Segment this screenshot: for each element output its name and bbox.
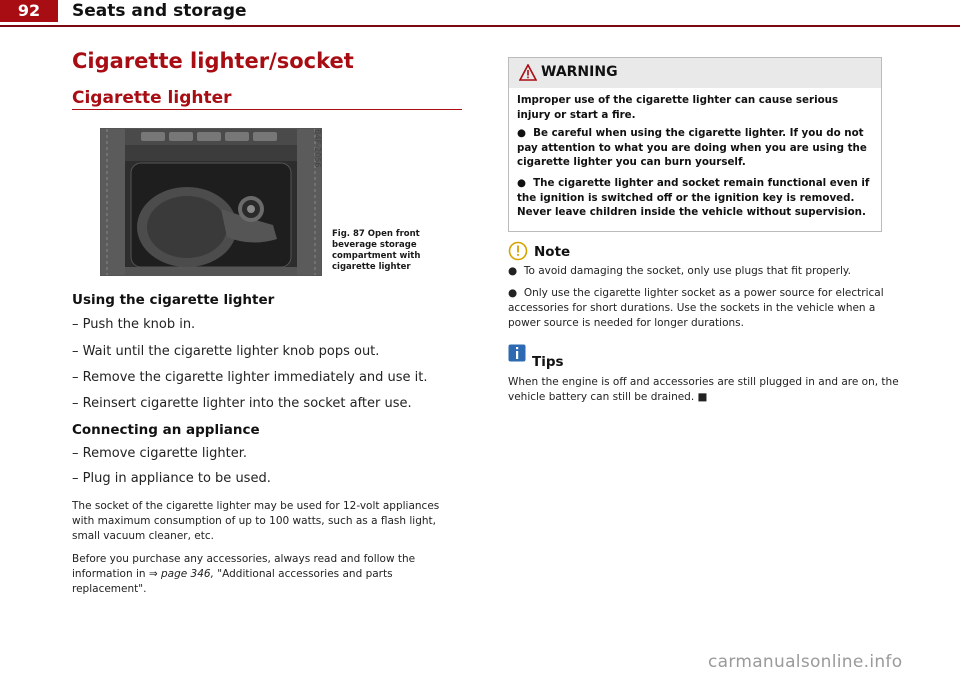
connecting-heading: Connecting an appliance bbox=[72, 422, 260, 438]
warning-bullet-2: ● The cigarette lighter and socket remain functional even if the ignition is switched off or the ignition key is removed. Never leave children inside the vehicle without supervision. bbox=[517, 177, 870, 218]
connecting-step-2: – Plug in appliance to be used. bbox=[72, 471, 271, 486]
subsection-title: Cigarette lighter bbox=[72, 88, 232, 108]
warning-bullet-1: ● Be careful when using the cigarette lighter. If you do not pay attention to what you are doing when you are using the cigarette lighter you can burn yourself. bbox=[517, 127, 867, 168]
using-heading: Using the cigarette lighter bbox=[72, 292, 275, 308]
section-title: Seats and storage bbox=[72, 1, 247, 21]
page-reference-link[interactable]: page 346, bbox=[161, 568, 214, 580]
warning-box bbox=[508, 57, 882, 232]
tips-title: Tips bbox=[532, 354, 564, 370]
note-title: Note bbox=[534, 244, 571, 260]
figure-label: Fig. 87 bbox=[332, 229, 365, 239]
warning-bullet-2-text: The cigarette lighter and socket remain functional even if the ignition is switched off or the ignition key is removed. Never leave children inside the vehicle without supervision. bbox=[517, 177, 870, 218]
accessories-paragraph bbox=[72, 552, 464, 597]
socket-paragraph: The socket of the cigarette lighter may be used for 12-volt appliances with maximum consumption of up to 100 watts, such as a flash light, small vacuum cleaner, etc. bbox=[72, 500, 440, 542]
tips-text-content: When the engine is off and accessories are still plugged in and are on, the vehicle battery can still be drained. bbox=[508, 376, 899, 403]
using-step-1: – Push the knob in. bbox=[72, 317, 196, 332]
watermark: carmanualsonline.info bbox=[708, 652, 903, 672]
page-number: 92 bbox=[0, 0, 58, 22]
note-bullet-1-text: To avoid damaging the socket, only use plugs that fit properly. bbox=[523, 265, 851, 277]
arrow-glyph: ⇒ bbox=[148, 568, 161, 580]
info-icon bbox=[508, 344, 526, 362]
connecting-step-1-text: Remove cigarette lighter. bbox=[82, 446, 247, 461]
accessories-text-before: Before you purchase any accessories, always read and follow the information in bbox=[72, 553, 416, 580]
using-step-1-text: Push the knob in. bbox=[82, 317, 196, 332]
warning-triangle-icon bbox=[519, 64, 537, 81]
figure-image bbox=[100, 128, 322, 276]
subsection-rule bbox=[72, 109, 462, 110]
connecting-step-2-text: Plug in appliance to be used. bbox=[82, 471, 271, 486]
lighter-compartment-illustration bbox=[101, 129, 321, 275]
figure-code: B4F-2056 bbox=[313, 129, 322, 168]
using-step-3-text: Remove the cigarette lighter immediately and use it. bbox=[82, 370, 428, 385]
header-rule bbox=[0, 25, 960, 27]
using-step-2-text: Wait until the cigarette lighter knob pops out. bbox=[82, 344, 380, 359]
end-marker-icon: ■ bbox=[697, 391, 708, 403]
note-icon bbox=[508, 241, 528, 261]
page-title: Cigarette lighter/socket bbox=[72, 49, 354, 73]
tips-text bbox=[508, 375, 900, 405]
note-bullet-2-text: Only use the cigarette lighter socket as a power source for electrical accessories for short durations. Use the sockets in the vehicle when a power source is needed for longer durations. bbox=[508, 287, 884, 329]
figure-caption bbox=[332, 229, 458, 273]
using-step-4-text: Reinsert cigarette lighter into the socket after use. bbox=[82, 396, 412, 411]
warning-title: WARNING bbox=[541, 64, 618, 80]
warning-bullet-1-text: Be careful when using the cigarette lighter. If you do not pay attention to what you are doing when you are using the cigarette lighter you can burn yourself. bbox=[517, 127, 867, 168]
note-bullet-1: ● To avoid damaging the socket, only use plugs that fit properly. bbox=[508, 265, 851, 277]
using-step-2: – Wait until the cigarette lighter knob pops out. bbox=[72, 344, 380, 359]
accessories-text-after: "Additional accessories and parts replacement". bbox=[72, 568, 393, 595]
warning-intro: Improper use of the cigarette lighter can cause serious injury or start a fire. bbox=[517, 94, 839, 121]
using-step-4: – Reinsert cigarette lighter into the socket after use. bbox=[72, 396, 412, 411]
note-bullet-2: ● Only use the cigarette lighter socket as a power source for electrical accessories for short durations. Use the sockets in the vehicle when a power source is needed for longer durations. bbox=[508, 287, 884, 329]
using-step-3: – Remove the cigarette lighter immediately and use it. bbox=[72, 370, 428, 385]
figure-caption-text: Open front beverage storage compartment with cigarette lighter bbox=[332, 229, 421, 272]
connecting-step-1: – Remove cigarette lighter. bbox=[72, 446, 247, 461]
